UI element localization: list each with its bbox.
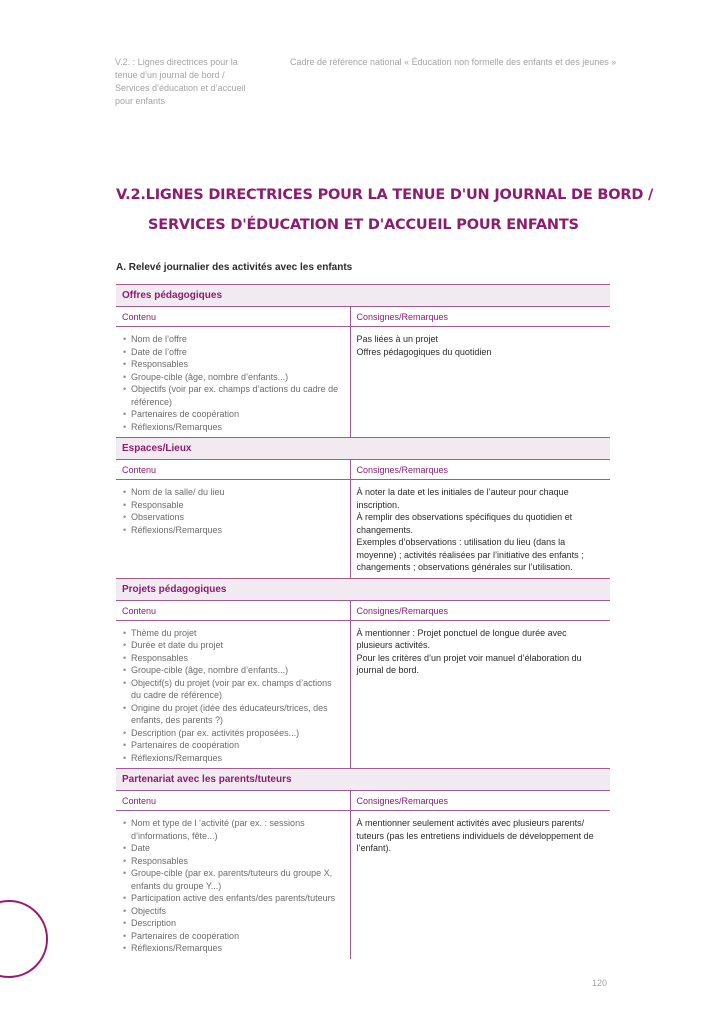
section-title: Partenariat avec les parents/tuteurs: [116, 769, 610, 791]
column-header-consignes: Consignes/Remarques: [350, 600, 610, 620]
list-item: • Réflexions/Remarques: [122, 524, 344, 537]
note-line: Pas liées à un projet: [356, 334, 439, 344]
column-header-contenu: Contenu: [116, 460, 350, 480]
subheading: A. Relevé journalier des activités avec les enfants: [116, 262, 353, 273]
list-item: • Partenaires de coopération: [122, 739, 344, 752]
running-header-left-line: Services d’éducation et d’accueil: [115, 83, 246, 93]
list-item: • Description (par ex. activités proposées...): [122, 727, 344, 740]
running-header-right: Cadre de référence national « Éducation non formelle des enfants et des jeunes »: [290, 57, 617, 67]
column-header-contenu: Contenu: [116, 307, 350, 327]
list-item: • Responsables: [122, 358, 344, 371]
column-header-consignes: Consignes/Remarques: [350, 460, 610, 480]
list-item: • Réflexions/Remarques: [122, 421, 344, 434]
note-line: À remplir des observations spécifiques du quotidien et changements.: [356, 512, 573, 535]
list-item: • Groupe-cible (par ex. parents/tuteurs du groupe X, enfants du groupe Y...): [122, 867, 344, 892]
activity-table: [116, 284, 610, 959]
section-body-row: [116, 327, 610, 438]
list-item: • Responsables: [122, 855, 344, 868]
section-header-row: [116, 438, 610, 460]
note-line: Offres pédagogiques du quotidien: [356, 346, 492, 357]
section-title: Offres pédagogiques: [116, 285, 610, 307]
list-item: • Réflexions/Remarques: [122, 942, 344, 955]
list-item: • Date: [122, 842, 344, 855]
list-item: • Nom et type de l ‘activité (par ex. : sessions d’informations, fête...): [122, 817, 344, 842]
column-header-row: [116, 307, 610, 327]
list-item: • Groupe-cible (âge, nombre d’enfants...): [122, 371, 344, 384]
list-item: • Partenaires de coopération: [122, 408, 344, 421]
notes-cell: [350, 811, 610, 959]
page-title: [116, 180, 654, 240]
section-header-row: [116, 285, 610, 307]
content-cell: [116, 811, 350, 959]
column-header-row: [116, 600, 610, 620]
list-item: • Durée et date du projet: [122, 639, 344, 652]
section-title: Projets pédagogiques: [116, 578, 610, 600]
title-line-1: LIGNES DIRECTRICES POUR LA TENUE D'UN JOURNAL DE BORD /: [145, 187, 654, 203]
content-cell: [116, 620, 350, 769]
column-header-contenu: Contenu: [116, 600, 350, 620]
column-header-consignes: Consignes/Remarques: [350, 307, 610, 327]
list-item: • Objectifs: [122, 905, 344, 918]
list-item: • Groupe-cible (âge, nombre d’enfants...): [122, 664, 344, 677]
running-header-left-line: tenue d’un journal de bord /: [115, 70, 225, 80]
decorative-circle: [0, 900, 48, 978]
section-body-row: [116, 620, 610, 769]
column-header-row: [116, 460, 610, 480]
note-line: À mentionner seulement activités avec plusieurs parents/ tuteurs (pas les entretiens individuels de développement de l’enfant).: [356, 818, 594, 853]
content-list: [122, 333, 344, 433]
section-header-row: [116, 578, 610, 600]
running-header-left-line: V.2. : Lignes directrices pour la: [115, 57, 238, 67]
section-body-row: [116, 811, 610, 959]
column-header-consignes: Consignes/Remarques: [350, 791, 610, 811]
column-header-contenu: Contenu: [116, 791, 350, 811]
note-line: À mentionner : Projet ponctuel de longue durée avec plusieurs activités.: [356, 627, 567, 650]
list-item: • Responsables: [122, 652, 344, 665]
column-header-row: [116, 791, 610, 811]
list-item: • Objectif(s) du projet (voir par ex. champs d’actions du cadre de référence): [122, 677, 344, 702]
title-line-2: SERVICES D'ÉDUCATION ET D'ACCUEIL POUR ENFANTS: [148, 217, 579, 233]
section-body-row: [116, 480, 610, 579]
content-list: [122, 486, 344, 536]
note-line: Exemples d’observations : utilisation du lieu (dans la moyenne) ; activités réalisées par l’initiative des enfants ; changements ; observations générales sur l’utilisation.: [356, 537, 584, 572]
running-header-left: [115, 56, 275, 108]
list-item: • Partenaires de coopération: [122, 930, 344, 943]
list-item: • Nom de la salle/ du lieu: [122, 486, 344, 499]
list-item: • Participation active des enfants/des parents/tuteurs: [122, 892, 344, 905]
list-item: • Thème du projet: [122, 627, 344, 640]
content-cell: [116, 480, 350, 579]
note-line: À noter la date et les initiales de l’auteur pour chaque inscription.: [356, 487, 569, 510]
title-number: V.2.: [116, 187, 146, 203]
list-item: • Nom de l’offre: [122, 333, 344, 346]
list-item: • Date de l’offre: [122, 346, 344, 359]
list-item: • Réflexions/Remarques: [122, 752, 344, 765]
section-header-row: [116, 769, 610, 791]
note-line: Pour les critères d’un projet voir manuel d’élaboration du journal de bord.: [356, 652, 582, 675]
content-list: [122, 817, 344, 955]
list-item: • Objectifs (voir par ex. champs d’actions du cadre de référence): [122, 383, 344, 408]
content-list: [122, 627, 344, 765]
content-cell: [116, 327, 350, 438]
list-item: • Description: [122, 917, 344, 930]
running-header-left-line: pour enfants: [115, 96, 166, 106]
notes-cell: [350, 327, 610, 438]
section-title: Espaces/Lieux: [116, 438, 610, 460]
list-item: • Responsable: [122, 499, 344, 512]
page-number: 120: [592, 978, 608, 988]
notes-cell: [350, 620, 610, 769]
list-item: • Origine du projet (idée des éducateurs/trices, des enfants, des parents ?): [122, 702, 344, 727]
notes-cell: [350, 480, 610, 579]
list-item: • Observations: [122, 511, 344, 524]
